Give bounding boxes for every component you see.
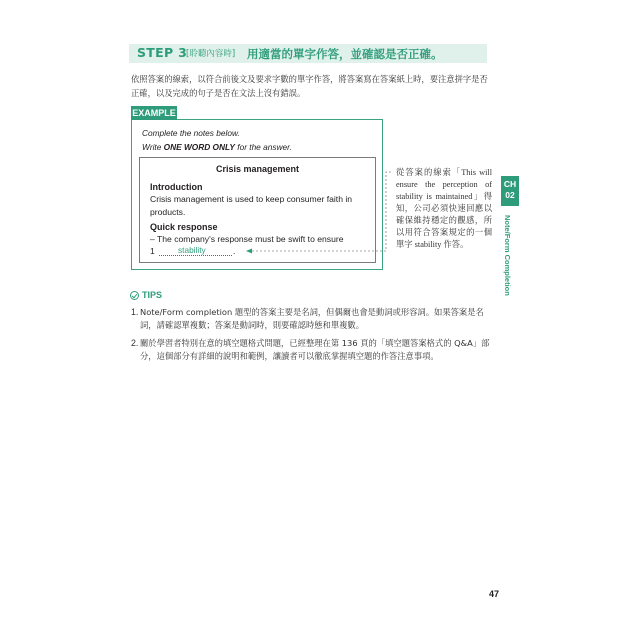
tip-text: Note/Form completion 題型的答案主要是名詞，但偶爾也會是動詞或形容詞。如果答案是名詞，請確認單複數；答案是動詞時，則要確認時態和單複數。 bbox=[140, 307, 484, 330]
instruction-pre: Write bbox=[142, 142, 164, 152]
instruction-bold: ONE WORD ONLY bbox=[163, 142, 235, 152]
check-circle-icon bbox=[130, 291, 139, 300]
sentence-end: . bbox=[233, 246, 236, 256]
page-number: 47 bbox=[489, 589, 500, 599]
notes-title: Crisis management bbox=[215, 164, 300, 174]
step-label: STEP 3 bbox=[137, 45, 188, 60]
notes-text-introduction: Crisis management is used to keep consumer faith in products. bbox=[150, 194, 353, 217]
tip-item-1 bbox=[131, 306, 496, 331]
step-note: [聆聽內容時] bbox=[186, 49, 236, 59]
tips-heading bbox=[130, 290, 162, 300]
blank-number: 1 bbox=[150, 246, 155, 256]
callout-explanation: 從答案的線索「This will ensure the perception of stability is maintained」得知，公司必須快速回應以確保維持穩定的觀感，所以用符合答案規定的一個單字 stability 作答。 bbox=[396, 168, 492, 249]
chapter-side-title: Note/Form Completion bbox=[503, 215, 512, 296]
instruction-line-1: Complete the notes below. bbox=[142, 128, 240, 138]
chapter-label: CH bbox=[503, 179, 517, 189]
notes-heading-quick-response: Quick response bbox=[150, 222, 218, 232]
tip-number: 1. bbox=[131, 307, 139, 317]
step-title: 用適當的單字作答，並確認是否正確。 bbox=[247, 47, 443, 61]
tip-item-2 bbox=[131, 337, 496, 362]
chapter-number: 02 bbox=[505, 190, 515, 200]
notes-heading-introduction: Introduction bbox=[150, 182, 203, 192]
notes-text-quick-response: – The company's response must be swift to ensure bbox=[150, 234, 344, 244]
tip-number: 2. bbox=[131, 338, 139, 348]
intro-paragraph: 依照答案的線索，以符合前後文及要求字數的單字作答，將答案寫在答案紙上時，要注意拼字是否正確，以及完成的句子是否在文法上沒有錯誤。 bbox=[131, 74, 488, 98]
instruction-post: for the answer. bbox=[234, 142, 292, 152]
tips-heading-label: TIPS bbox=[142, 290, 163, 300]
example-tab: EXAMPLE bbox=[132, 108, 176, 118]
tip-text: 關於學習者特別在意的填空題格式問題，已經整理在第 136 頁的「填空題答案格式的 Q&A」部分，這個部分有詳細的說明和範例，讓讀者可以徹底掌握填空題的作答注意事項。 bbox=[140, 338, 490, 361]
answer-text: stability bbox=[178, 245, 206, 255]
chapter-tab bbox=[501, 176, 519, 206]
